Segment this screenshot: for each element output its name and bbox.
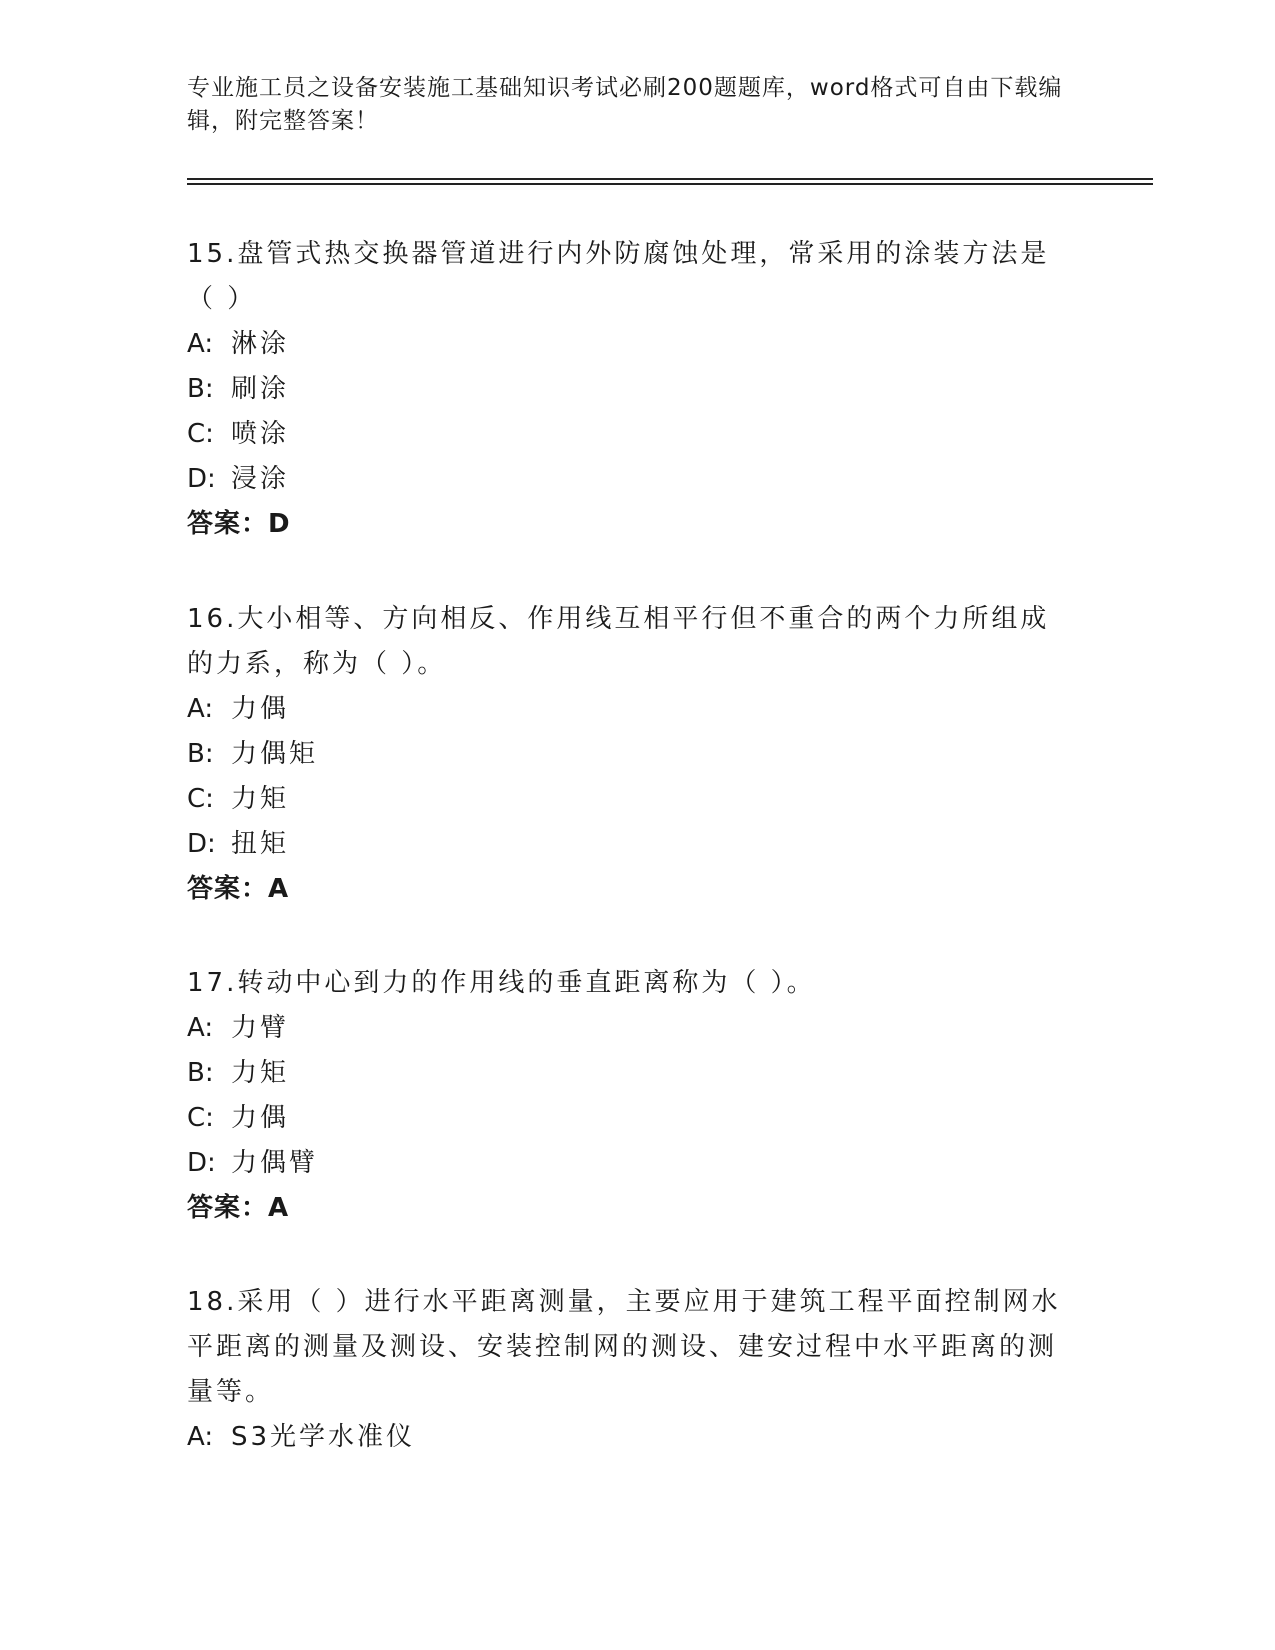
option-c (187, 777, 1077, 822)
option-text: 刷涂 (231, 374, 290, 404)
answer: 答案：A (187, 1193, 290, 1223)
question-16 (187, 597, 1077, 912)
document-header: 专业施工员之设备安装施工基础知识考试必刷200题题库，word格式可自由下载编辑，附完整答案！ (187, 75, 1063, 134)
option-label: C: (187, 419, 214, 449)
question-text: 15.盘管式热交换器管道进行内外防腐蚀处理，常采用的涂装方法是（ ） (187, 239, 1050, 314)
option-text: S3光学水准仪 (231, 1422, 416, 1452)
option-label: C: (187, 1103, 214, 1133)
option-text: 力偶 (231, 694, 290, 724)
option-label: C: (187, 784, 214, 814)
option-a (187, 322, 1077, 367)
question-15 (187, 232, 1077, 547)
answer: 答案：D (187, 509, 291, 539)
option-a (187, 1006, 1077, 1051)
option-text: 力偶 (231, 1103, 290, 1133)
option-label: A: (187, 329, 214, 359)
option-c (187, 1096, 1077, 1141)
option-b (187, 732, 1077, 777)
option-text: 浸涂 (231, 464, 290, 494)
answer: 答案：A (187, 874, 290, 904)
question-17 (187, 961, 1077, 1231)
option-d (187, 1141, 1077, 1186)
option-label: D: (187, 1148, 216, 1178)
option-c (187, 412, 1077, 457)
option-label: D: (187, 464, 216, 494)
option-label: A: (187, 694, 214, 724)
question-text: 18.采用（ ）进行水平距离测量，主要应用于建筑工程平面控制网水平距离的测量及测设、安装控制网的测设、建安过程中水平距离的测量等。 (187, 1287, 1061, 1407)
option-text: 力矩 (231, 784, 290, 814)
option-label: D: (187, 829, 216, 859)
question-text: 17.转动中心到力的作用线的垂直距离称为（ ）。 (187, 968, 816, 998)
option-d (187, 822, 1077, 867)
header-divider-top (187, 178, 1153, 180)
option-text: 力矩 (231, 1058, 290, 1088)
option-label: B: (187, 739, 214, 769)
option-label: B: (187, 374, 214, 404)
option-b (187, 1051, 1077, 1096)
option-b (187, 367, 1077, 412)
option-a (187, 1415, 1077, 1460)
option-d (187, 457, 1077, 502)
option-a (187, 687, 1077, 732)
option-label: B: (187, 1058, 214, 1088)
question-text: 16.大小相等、方向相反、作用线互相平行但不重合的两个力所组成的力系，称为（ ）。 (187, 604, 1050, 679)
option-text: 力偶臂 (231, 1148, 319, 1178)
option-text: 扭矩 (231, 829, 290, 859)
option-text: 喷涂 (231, 419, 290, 449)
question-18 (187, 1280, 1077, 1460)
option-text: 力臂 (231, 1013, 290, 1043)
header-divider-bottom (187, 183, 1153, 185)
option-label: A: (187, 1013, 214, 1043)
option-label: A: (187, 1422, 214, 1452)
option-text: 力偶矩 (231, 739, 319, 769)
option-text: 淋涂 (231, 329, 290, 359)
